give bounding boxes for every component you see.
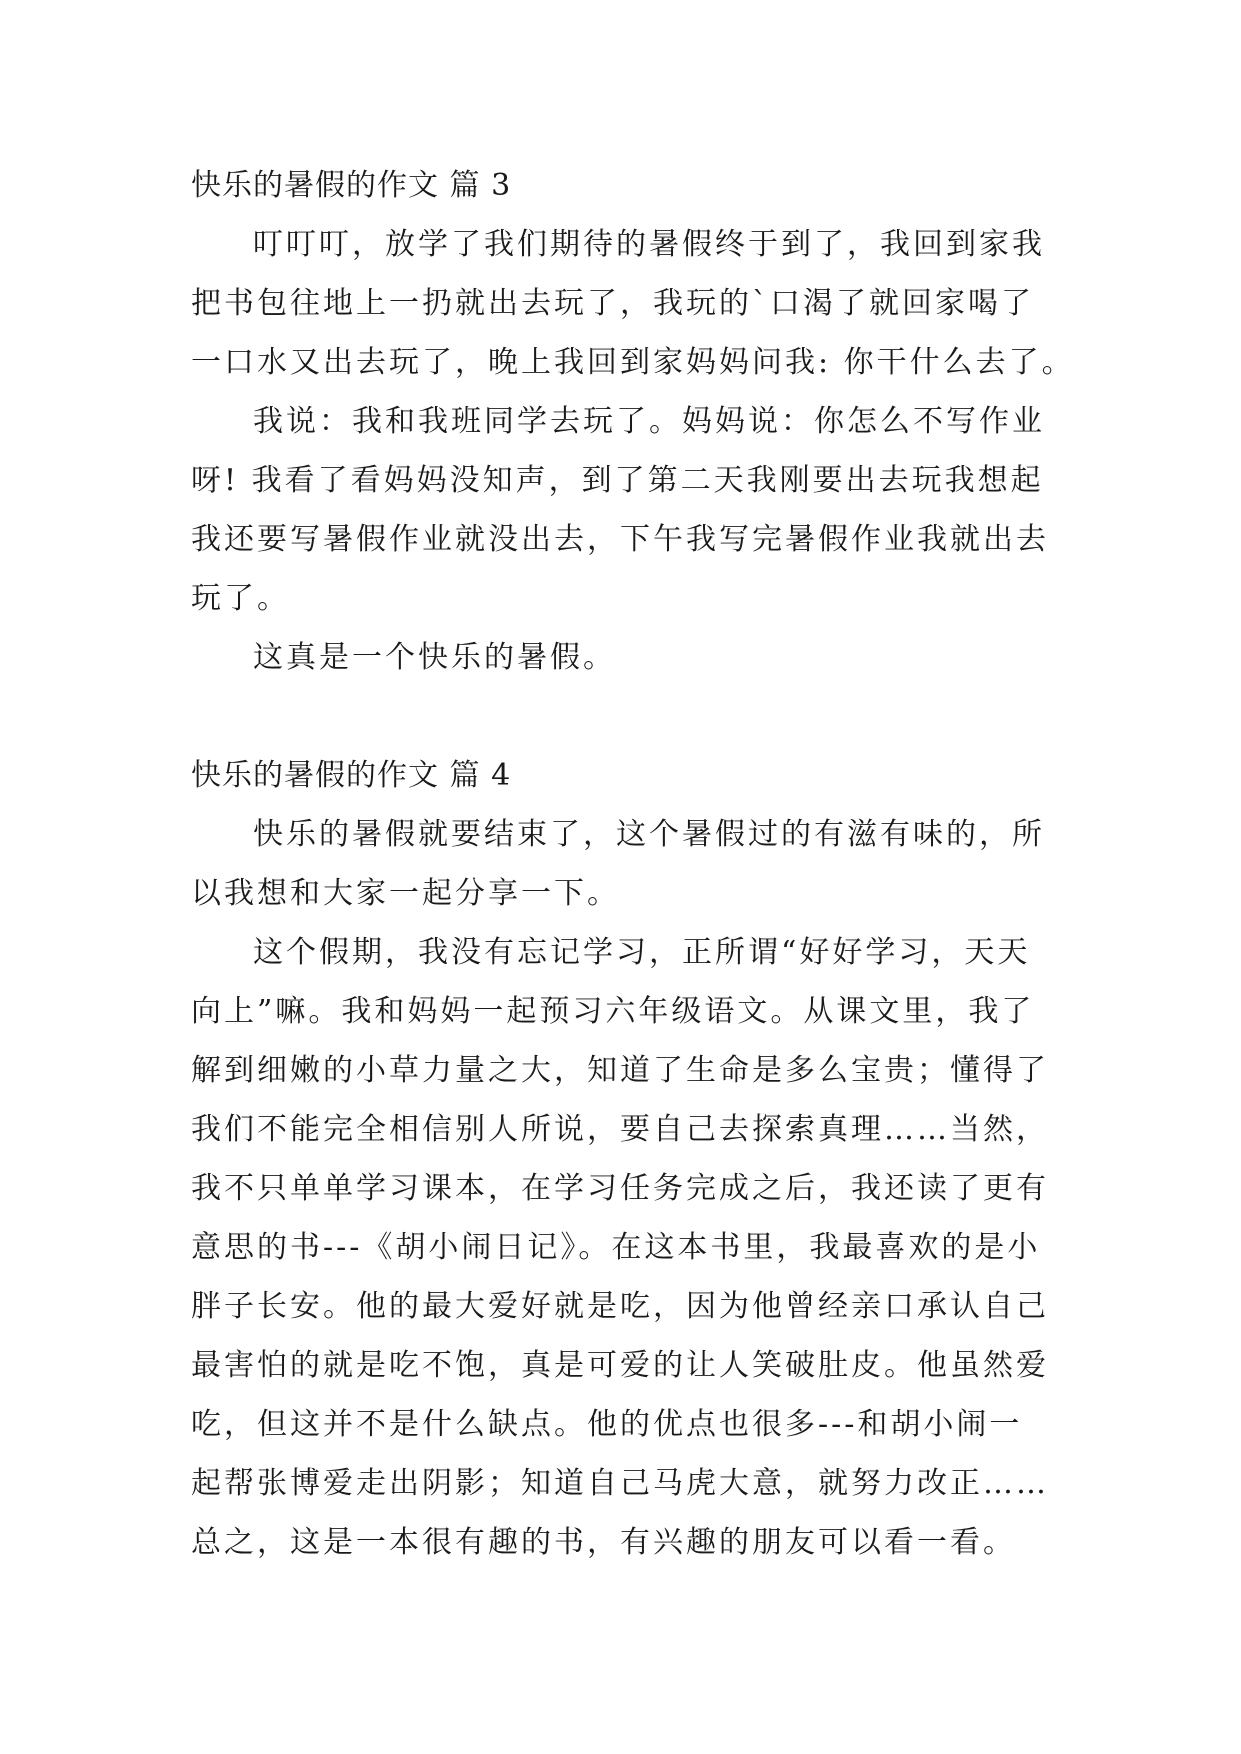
- essay-4-line-13: 总之，这是一本很有趣的书，有兴趣的朋友可以看一看。: [191, 1525, 1016, 1560]
- essay-4-line-2: 以我想和大家一起分享一下。: [191, 876, 620, 911]
- essay-4-line-8: 意思的书---《胡小闹日记》。在这本书里，我最喜欢的是小: [191, 1230, 1041, 1265]
- essay-4-line-5: 解到细嫩的小草力量之大，知道了生命是多么宝贵；懂得了: [191, 1053, 1049, 1088]
- essay-3-line-6: 我还要写暑假作业就没出去，下午我写完暑假作业我就出去: [191, 522, 1049, 557]
- essay-3-line-5: 呀! 我看了看妈妈没知声，到了第二天我刚要出去玩我想起: [191, 463, 1044, 498]
- essay-4-line-11: 吃，但这并不是什么缺点。他的优点也很多---和胡小闹一: [191, 1407, 1023, 1442]
- essay-4-line-3: 这个假期，我没有忘记学习，正所谓“好好学习，天天: [253, 935, 1031, 970]
- essay-3-line-4: 我说：我和我班同学去玩了。妈妈说：你怎么不写作业: [253, 404, 1045, 439]
- essay-4-line-6: 我们不能完全相信别人所说，要自己去探索真理……当然，: [191, 1112, 1049, 1147]
- essay-3-line-8: 这真是一个快乐的暑假。: [253, 640, 616, 675]
- essay-4-line-1: 快乐的暑假就要结束了，这个暑假过的有滋有味的，所: [253, 817, 1045, 852]
- essay-3-line-7: 玩了。: [191, 581, 290, 616]
- essay-4-line-12: 起帮张博爱走出阴影；知道自己马虎大意，就努力改正……: [191, 1466, 1049, 1501]
- essay-4-line-10: 最害怕的就是吃不饱，真是可爱的让人笑破肚皮。他虽然爱: [191, 1348, 1049, 1383]
- essay-4-line-9: 胖子长安。他的最大爱好就是吃，因为他曾经亲口承认自己: [191, 1289, 1049, 1324]
- essay-4-line-4: 向上”嘛。我和妈妈一起预习六年级语文。从课文里，我了: [191, 994, 1035, 1029]
- essay-3-line-1: 叮叮叮，放学了我们期待的暑假终于到了，我回到家我: [253, 227, 1045, 262]
- essay-4-heading: 快乐的暑假的作文 篇 4: [191, 758, 512, 793]
- essay-3-heading: 快乐的暑假的作文 篇 3: [191, 168, 512, 203]
- essay-4-line-7: 我不只单单学习课本，在学习任务完成之后，我还读了更有: [191, 1171, 1049, 1206]
- essay-3-line-3: 一口水又出去玩了，晚上我回到家妈妈问我: 你干什么去了。: [191, 345, 1075, 380]
- essay-3-line-2: 把书包往地上一扔就出去玩了，我玩的`口渴了就回家喝了: [191, 286, 1034, 321]
